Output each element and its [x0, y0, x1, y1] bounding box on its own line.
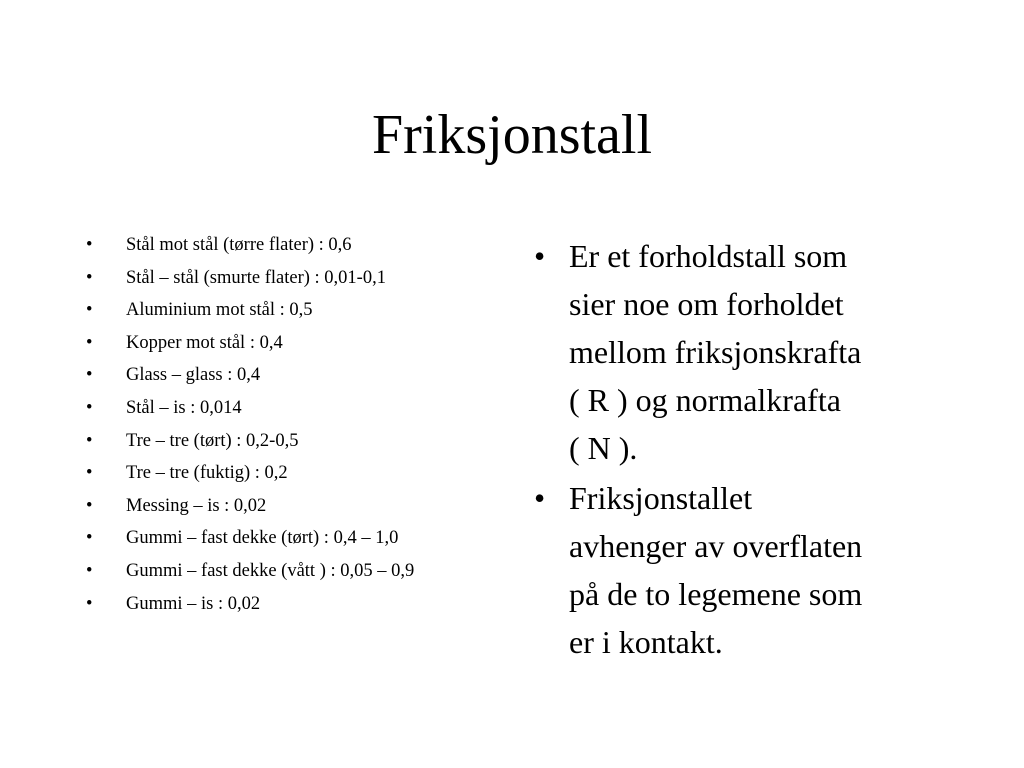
text-line: avhenger av overflaten [569, 528, 863, 564]
list-item [82, 555, 512, 588]
list-item-text: Aluminium mot stål : 0,5 [126, 300, 313, 321]
bullet-icon: • [86, 463, 93, 484]
list-item [82, 359, 512, 392]
bullet-icon: • [86, 593, 93, 614]
bullet-icon: • [86, 560, 93, 581]
list-item-text: Messing – is : 0,02 [126, 495, 267, 516]
bullet-icon: • [86, 300, 93, 321]
bullet-icon: • [86, 495, 93, 516]
list-item-text: Tre – tre (tørt) : 0,2-0,5 [126, 430, 299, 451]
bullet-icon: • [86, 235, 93, 255]
list-item-text: Kopper mot stål : 0,4 [126, 332, 283, 353]
text-line: på de to legemene som [569, 576, 863, 612]
bullet-icon: • [86, 332, 93, 353]
list-item [82, 392, 512, 425]
list-item [82, 229, 512, 262]
explanation-list [530, 232, 990, 668]
text-line: ( N ). [569, 430, 638, 466]
list-item [82, 425, 512, 458]
list-item [82, 294, 512, 327]
bullet-icon: • [86, 267, 93, 288]
list-item-text: Gummi – fast dekke (vått ) : 0,05 – 0,9 [126, 560, 415, 581]
list-item-text: Gummi – is : 0,02 [126, 593, 261, 614]
bullet-icon: • [534, 480, 546, 516]
explanation-item-dependency [530, 474, 990, 666]
text-line: Er et forholdstall som [569, 238, 848, 274]
text-line: ( R ) og normalkrafta [569, 382, 841, 418]
bullet-icon: • [86, 397, 93, 418]
list-item [82, 262, 512, 295]
bullet-icon: • [86, 528, 93, 549]
list-item-text: Gummi – fast dekke (tørt) : 0,4 – 1,0 [126, 528, 399, 549]
list-item-text: Stål – stål (smurte flater) : 0,01-0,1 [126, 267, 386, 288]
bullet-icon: • [86, 365, 93, 386]
list-item [82, 327, 512, 360]
list-item-text: Tre – tre (fuktig) : 0,2 [126, 463, 288, 484]
list-item-text: Stål – is : 0,014 [126, 397, 242, 418]
friction-values-list [82, 229, 512, 620]
bullet-icon: • [86, 430, 93, 451]
bullet-icon: • [534, 238, 546, 274]
list-item [82, 522, 512, 555]
list-item-text: Stål mot stål (tørre flater) : 0,6 [126, 235, 352, 255]
text-line: mellom friksjonskrafta [569, 334, 862, 370]
text-line: Friksjonstallet [569, 480, 753, 516]
list-item-text: Glass – glass : 0,4 [126, 365, 261, 386]
text-line: sier noe om forholdet [569, 286, 844, 322]
list-item [82, 457, 512, 490]
explanation-item-definition [530, 232, 990, 472]
list-item [82, 588, 512, 621]
list-item [82, 490, 512, 523]
slide-title: Friksjonstall [371, 104, 653, 166]
text-line: er i kontakt. [569, 624, 723, 660]
